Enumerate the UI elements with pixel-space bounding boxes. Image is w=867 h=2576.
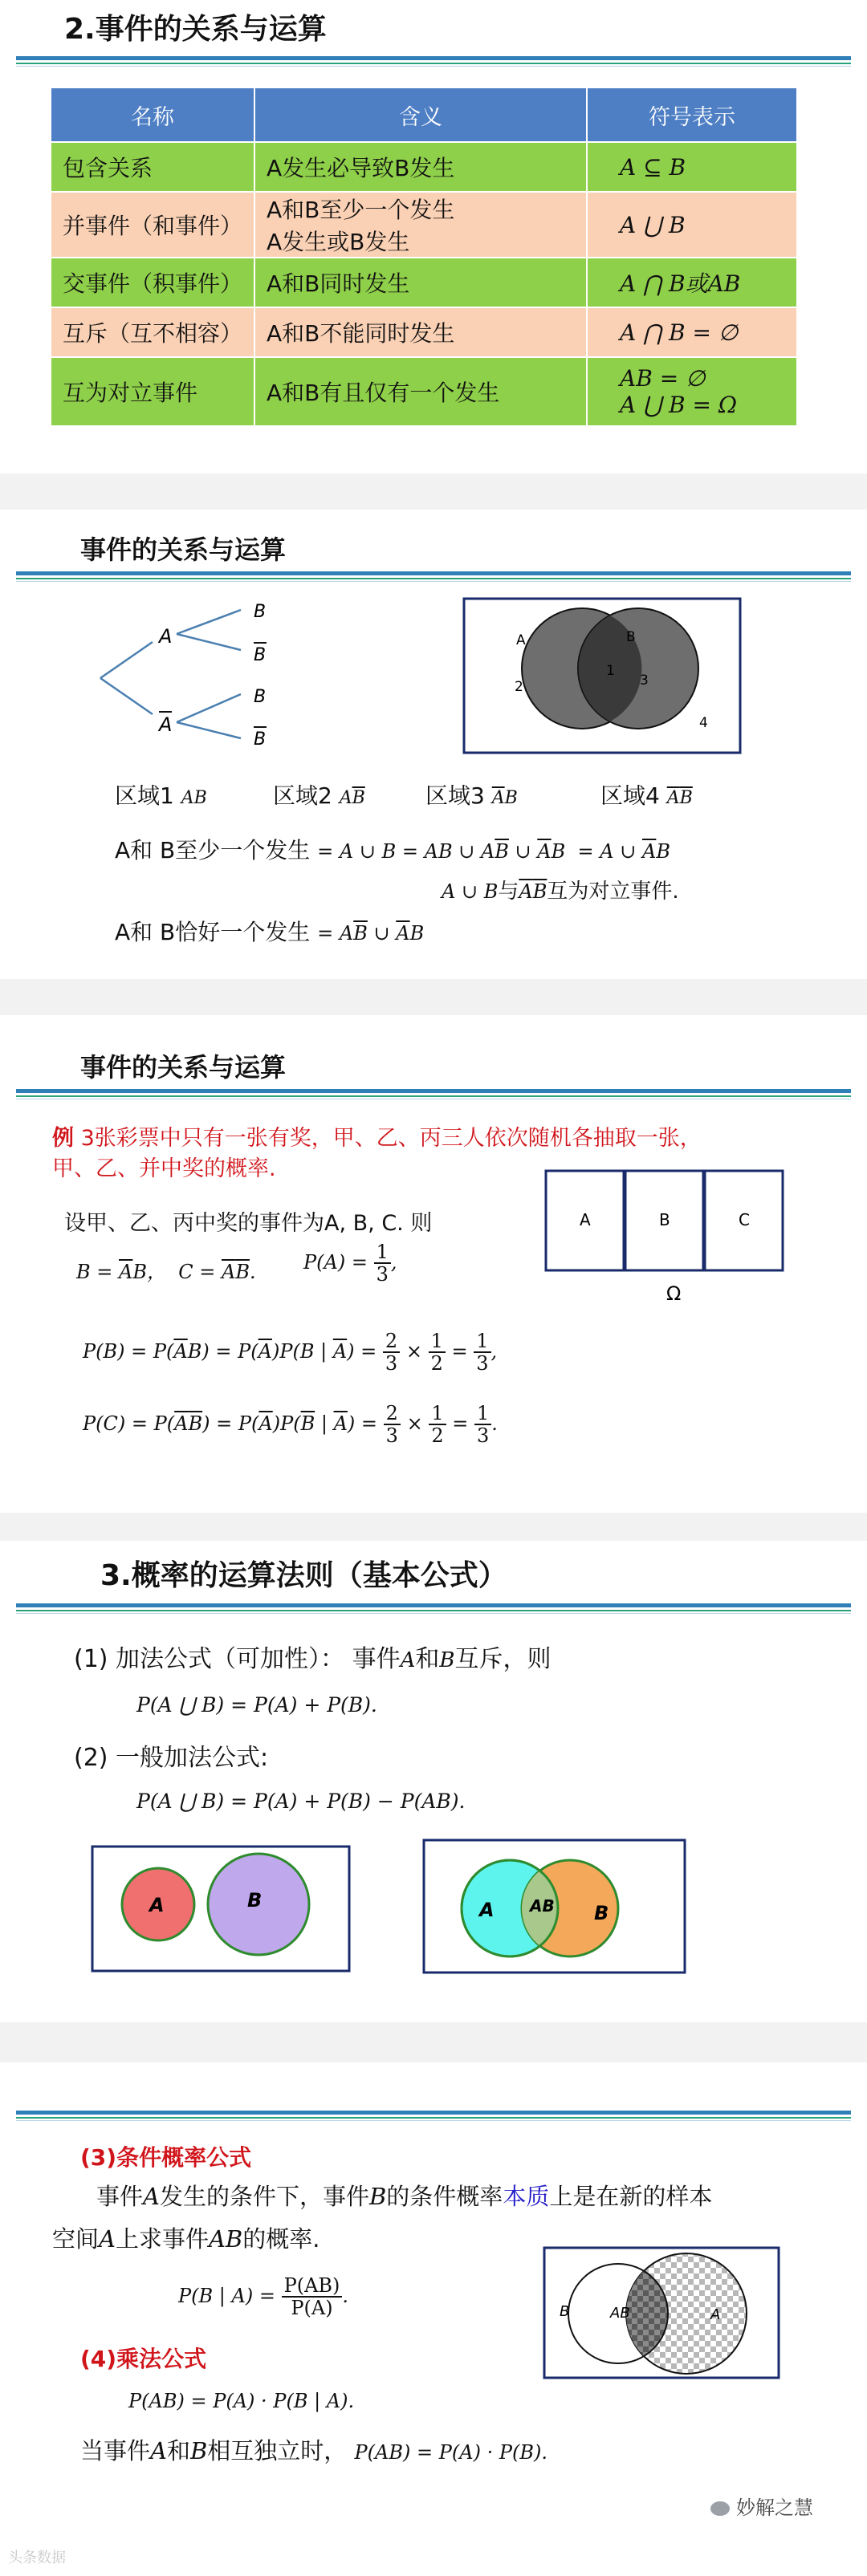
header-symbol: 符号表示 (587, 87, 797, 142)
eq-pb: $P(B) = P(\overline{A}B) = P(\overline{A})P(B$ | $\overline{A}$) = $\frac{2}{3}$ × $\frac{1}{2}$ = $\frac{1}{3}$ , (83, 1330, 498, 1375)
svg-text:A: A (516, 632, 526, 648)
example-statement: 例 3张彩票中只有一张有奖，甲、乙、丙三人依次随机各抽取一张， 甲、乙、并中奖的概率. (52, 1126, 702, 1181)
venn-conditional (542, 2245, 783, 2382)
svg-text:A: A (710, 2306, 721, 2323)
svg-text:C: C (739, 1210, 750, 1229)
slide-title: 2.事件的关系与运算 (64, 13, 327, 46)
general-addition-heading: (2) 一般加法公式: (74, 1744, 269, 1772)
event-tree-diagram (96, 598, 305, 750)
slide-venn-regions (0, 510, 867, 979)
svg-text:B: B (560, 2303, 570, 2320)
event-relation-table (50, 87, 798, 427)
svg-text:AB: AB (530, 1896, 555, 1916)
row-meaning: A和B至少一个发生 A发生或B发生 (254, 192, 587, 258)
svg-text:Ω: Ω (666, 1282, 682, 1305)
row-name: 并事件（和事件） (51, 192, 254, 258)
slide-lottery-example (0, 1015, 867, 1513)
tree-root-a: A (159, 625, 173, 648)
tree-leaf: B (254, 602, 267, 622)
general-addition-formula: P(A ⋃ B) = P(A) + P(B) − P(AB). (136, 1790, 466, 1813)
row-name: 包含关系 (51, 142, 254, 192)
table-header-row (51, 87, 797, 142)
row-symbol: A ⋂ B = ∅ (587, 307, 797, 357)
svg-text:A: A (580, 1210, 591, 1229)
row-meaning: A和B有且仅有一个发生 (254, 357, 587, 426)
row-symbol: A ⊆ B (587, 142, 797, 192)
conditional-para-1: 事件A发生的条件下，事件B的条件概率本质上是在新的样本 (96, 2183, 713, 2210)
row-name: 互斥（互不相容） (51, 307, 254, 357)
svg-text:A: A (149, 1894, 165, 1916)
at-least-one-line: A和 B至少一个发生 = A ∪ B = AB ∪ $A\overline{B}$ ∪ $\overline{A}B = A$ ∪ $\overline{A}B$ (115, 837, 670, 863)
venn-four-regions (462, 596, 743, 757)
addition-rule-heading: (1) 加法公式（可加性）： 事件A和B互斥，则 (74, 1645, 552, 1673)
row-symbol: AB = ∅ A ⋃ B = Ω (587, 357, 797, 426)
table-row (51, 192, 797, 258)
row-meaning: A和B同时发生 (254, 258, 587, 307)
table-row (51, 258, 797, 307)
svg-text:4: 4 (699, 715, 708, 731)
watermark-brand: 妙解之慧 (710, 2492, 813, 2520)
tree-leaf: B (254, 645, 267, 665)
tree-leaf: B (254, 729, 267, 750)
conditional-para-2: 空间A上求事件AB的概率. (52, 2225, 320, 2253)
tree-root-a-bar: A (159, 713, 173, 736)
svg-text:B: B (626, 629, 636, 645)
region-3-label: 区域3 $\overline{A}B$ (425, 782, 518, 809)
row-meaning: A发生必导致B发生 (254, 142, 587, 192)
table-row (51, 357, 797, 426)
eq-events: $B = \overline{A}B$， $C = \overline{A}\overline{B}$. (76, 1261, 256, 1283)
header-name: 名称 (51, 87, 254, 142)
region-1-label: 区域1 AB (115, 782, 207, 809)
svg-text:1: 1 (606, 663, 615, 679)
ticket-boxes-diagram (544, 1169, 793, 1314)
header-meaning: 含义 (254, 87, 587, 142)
svg-text:B: B (659, 1210, 670, 1229)
addition-formula: P(A ⋃ B) = P(A) + P(B). (136, 1693, 377, 1717)
multiplication-formula: P(AB) = P(A) · P(B | A). (128, 2390, 355, 2412)
slide-title: 事件的关系与运算 (80, 534, 287, 565)
multiplication-heading: (4)乘法公式 (80, 2346, 207, 2372)
svg-text:A: A (479, 1899, 495, 1921)
slide-event-table (0, 0, 867, 473)
tree-leaf: B (254, 687, 267, 707)
wechat-icon (710, 2501, 730, 2516)
slide-addition-formula (0, 1541, 867, 2022)
example-setup: 设甲、乙、丙中奖的事件为A, B, C. 则 (64, 1211, 433, 1236)
row-name: 互为对立事件 (51, 357, 254, 426)
svg-text:B: B (247, 1889, 263, 1912)
slide-title: 3.概率的运算法则（基本公式） (100, 1559, 507, 1592)
venn-mutually-exclusive (90, 1844, 355, 1977)
exactly-one-line: A和 B恰好一个发生 = $A\overline{B}$ ∪ $\overline{A}B$ (115, 919, 425, 945)
conditional-formula: P(B | A) = $\frac{P(AB)}{P(A)}$ . (178, 2274, 349, 2320)
table-row (51, 142, 797, 192)
eq-pa: P(A) = $\frac{1}{3}$ , (303, 1241, 397, 1286)
region-2-label: 区域2 $A\overline{B}$ (273, 782, 365, 809)
complement-line: A ∪ B与$\overline{A}\overline{B}$互为对立事件. (442, 880, 679, 904)
watermark-source: 头条数据 (8, 2550, 66, 2566)
slide-conditional-probability (0, 2062, 867, 2576)
venn-overlapping (421, 1838, 690, 1978)
slide-title: 事件的关系与运算 (80, 1052, 287, 1083)
row-symbol: A ⋂ B或AB (587, 258, 797, 307)
row-symbol: A ⋃ B (587, 192, 797, 258)
svg-text:3: 3 (640, 672, 649, 689)
svg-text:AB: AB (610, 2305, 630, 2322)
table-row (51, 307, 797, 357)
conditional-heading: (3)条件概率公式 (80, 2144, 252, 2171)
row-meaning: A和B不能同时发生 (254, 307, 587, 357)
eq-pc: $P(C) = P(\overline{A}\overline{B}) = P(\overline{A})P(\overline{B}$ | $\overline{A}$) = $\frac{2}{3}$ × $\frac{1}{2}$ = $\frac{1}{3}$ . (83, 1402, 498, 1448)
svg-text:2: 2 (515, 679, 523, 695)
region-4-label: 区域4 $\overline{A}\overline{B}$ (600, 782, 693, 809)
row-name: 交事件（积事件） (51, 258, 254, 307)
independence-line: 当事件A和B相互独立时， P(AB) = P(A) · P(B). (80, 2437, 547, 2464)
svg-text:B: B (594, 1902, 609, 1924)
